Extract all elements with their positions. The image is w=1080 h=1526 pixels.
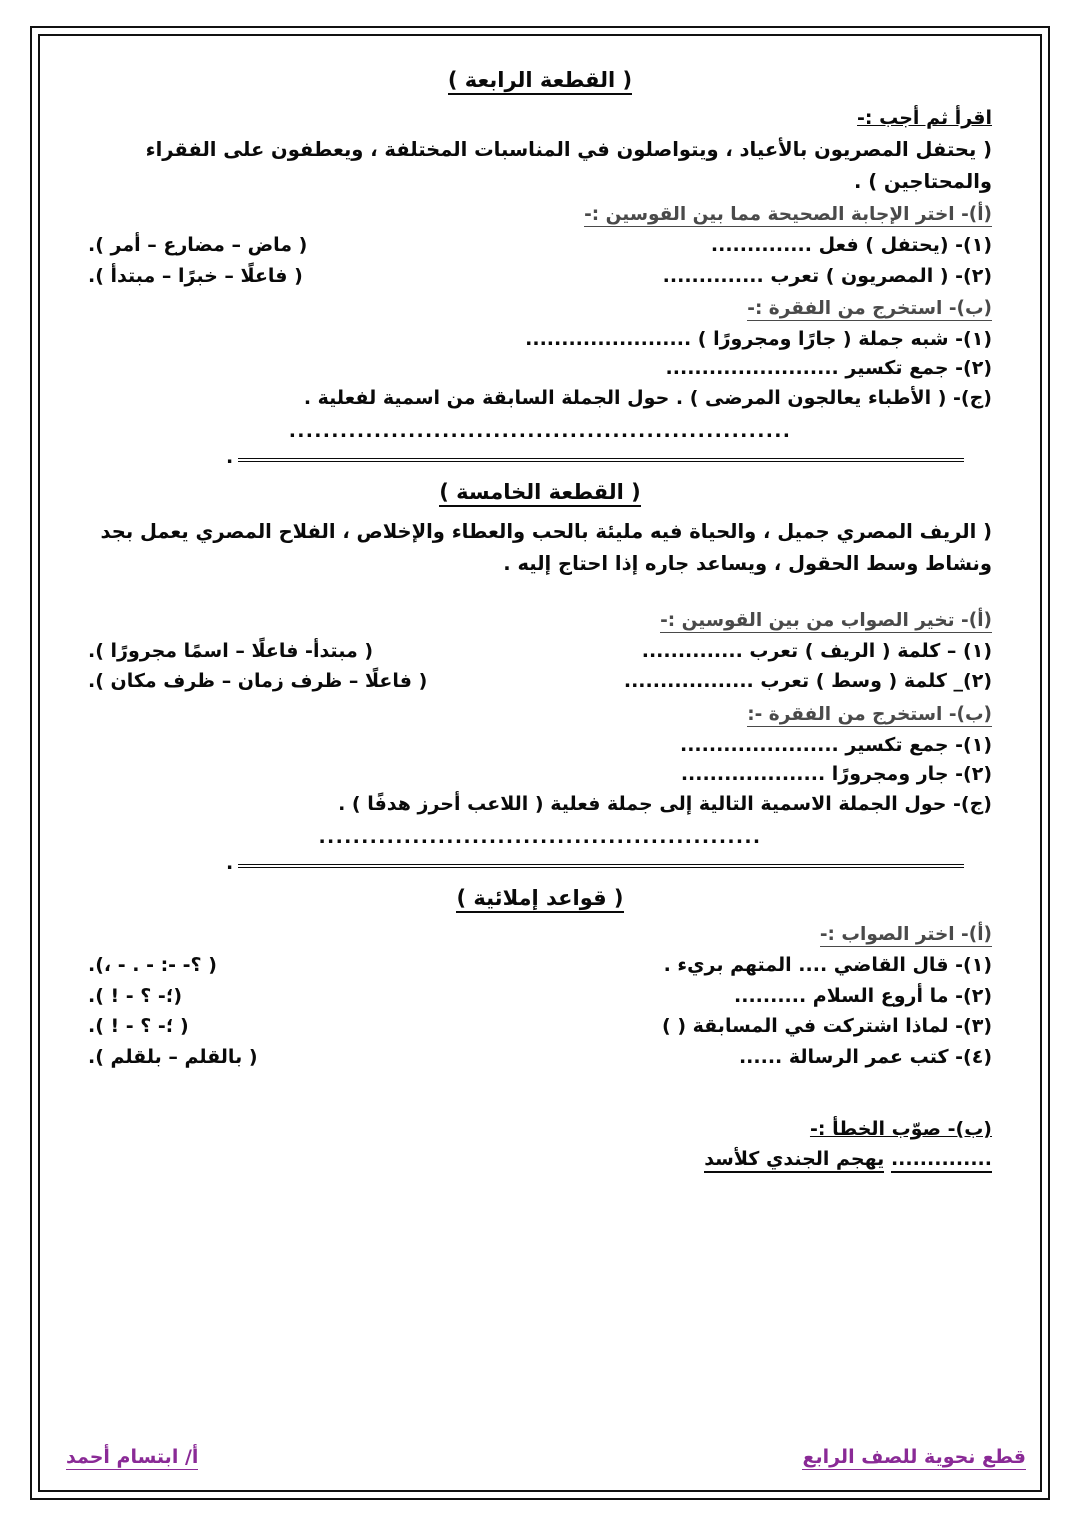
passage-4-question-a1-text: (١)- (يحتفل ) فعل ..............: [710, 234, 992, 257]
passage-5-title: [88, 478, 992, 506]
passage-5-question-b2: (٢)- جار ومجرورًا ....................: [680, 763, 992, 786]
section-divider-2: [88, 852, 992, 878]
passage-4-question-c: (ج)- ( الأطباء يعالجون المرضى ) . حول الجملة السابقة من اسمية لفعلية .: [303, 386, 992, 409]
passage-4-answer-dots: ...........................................................: [288, 420, 792, 443]
passage-5-answer-dots: ....................................................: [318, 826, 762, 849]
passage-4-question-a2-text: (٢)- ( المصريون ) تعرب ..............: [662, 264, 992, 287]
passage-5-text-line-2: ونشاط وسط الحقول ، ويساعد جاره إذا احتاج إليه .: [503, 551, 992, 575]
passage-4-question-a1-choices: ( ماض – مضارع – أمر ).: [88, 234, 308, 257]
spelling-question-b-text: يهجم الجندي كلأسد: [704, 1148, 884, 1173]
section-divider-1-rule: [238, 458, 964, 462]
footer-subject-label: قطع نحوية للصف الرابع: [802, 1446, 1026, 1468]
passage-4-read-label: [88, 104, 992, 133]
passage-4-part-a-heading: [88, 202, 992, 229]
passage-4-text-line-1: ( يحتفل المصريون بالأعياد ، ويتواصلون في المناسبات المختلفة ، ويعطفون على الفقراء: [145, 137, 992, 161]
passage-5-question-c: (ج)- حول الجملة الاسمية التالية إلى جملة فعلية ( اللاعب أحرز هدفًا ) .: [338, 792, 992, 815]
spelling-part-b-heading: [88, 1115, 992, 1144]
section-divider-1-dot: .: [226, 446, 234, 469]
passage-4-question-a2-choices: ( فاعلًا – خبرًا – مبتدأ ).: [88, 264, 303, 287]
section-divider-1: [88, 446, 992, 472]
footer-teacher-label: أ/ ابتسام أحمد: [66, 1446, 199, 1468]
spacer: [88, 581, 992, 603]
passage-4-question-b1: (١)- شبه جملة ( جارًا ومجرورًا ) .......................: [525, 327, 992, 350]
spelling-question-b-dots: ..............: [891, 1148, 992, 1173]
section-divider-2-rule: [238, 864, 964, 868]
passage-4-question-a2: [88, 262, 992, 291]
spelling-question-2-choices: (؛- ؟ - ! ).: [88, 984, 183, 1007]
passage-5-question-a2-text: (٢)_ كلمة ( وسط ) تعرب ..................: [623, 670, 992, 693]
spelling-question-1-choices: ( ؟- -: - . - ،).: [88, 954, 217, 977]
spelling-question-3-text: (٣)- لماذا اشتركت في المسابقة ( ): [662, 1015, 992, 1038]
spelling-question-4-choices: ( بالقلم – بلقلم ).: [88, 1045, 258, 1068]
passage-5-question-a1-choices: ( مبتدأ- فاعلًا – اسمًا مجرورًا ).: [88, 639, 374, 662]
passage-4-question-b2: (٢)- جمع تكسير ........................: [665, 357, 992, 380]
spelling-question-1-text: (١)- قال القاضي .... المتهم بريء .: [663, 954, 992, 977]
read-label-text: اقرأ ثم أجب :-: [857, 107, 992, 130]
passage-4-part-a-heading-text: (أ)- اختر الإجابة الصحيحة مما بين القوسين :-: [584, 204, 992, 226]
passage-5-question-b1: (١)- جمع تكسير ......................: [679, 733, 992, 756]
passage-5-question-a2-choices: ( فاعلًا – ظرف زمان – ظرف مكان ).: [88, 670, 428, 693]
spelling-section-title: [88, 884, 992, 912]
passage-5-text-line-1: ( الريف المصري جميل ، والحياة فيه مليئة بالحب والعطاء والإخلاص ، الفلاح المصري يعمل بجد: [100, 519, 992, 543]
passage-5-question-a2: [88, 667, 992, 696]
section-divider-2-dot: .: [226, 852, 234, 875]
passage-5-part-a-heading-text: (أ)- تخير الصواب من بين القوسين :-: [660, 610, 992, 632]
spelling-question-4: [88, 1043, 992, 1072]
worksheet-content: [52, 46, 1028, 1480]
passage-4-part-b-heading: [88, 296, 992, 323]
passage-4-title-text: ( القطعة الرابعة ): [448, 68, 632, 95]
page-footer: [36, 1446, 1044, 1470]
passage-5-title-text: ( القطعة الخامسة ): [439, 480, 641, 507]
passage-5-question-a1: [88, 637, 992, 666]
spelling-question-1: [88, 951, 992, 980]
spelling-part-b-heading-text: (ب)- صوّب الخطأ :-: [809, 1117, 992, 1140]
spelling-question-2-text: (٢)- ما أروع السلام ..........: [734, 984, 992, 1007]
spelling-question-b: [88, 1145, 992, 1174]
passage-4-part-b-heading-text: (ب)- استخرج من الفقرة :-: [747, 297, 992, 319]
spelling-question-2: [88, 982, 992, 1011]
passage-4-title: [88, 66, 992, 94]
spelling-part-a-heading: [88, 922, 992, 949]
spelling-question-3-choices: ( ؛- ؟ - ! ).: [88, 1015, 189, 1038]
passage-5-part-b-heading-text: (ب)- استخرج من الفقرة -:: [747, 703, 992, 725]
passage-5-part-b-heading: [88, 702, 992, 729]
passage-5-question-a1-text: (١) – كلمة ( الريف ) تعرب ..............: [641, 639, 992, 662]
spelling-question-3: [88, 1012, 992, 1041]
spelling-question-4-text: (٤)- كتب عمر الرسالة ......: [738, 1045, 992, 1068]
passage-5-part-a-heading: [88, 608, 992, 635]
spelling-part-a-heading-text: (أ)- اختر الصواب :-: [819, 924, 992, 946]
passage-4-question-a1: [88, 231, 992, 260]
spelling-section-title-text: ( قواعد إملائية ): [456, 886, 623, 913]
spacer: [88, 1073, 992, 1113]
passage-4-text-line-2: والمحتاجين ) .: [854, 170, 992, 194]
